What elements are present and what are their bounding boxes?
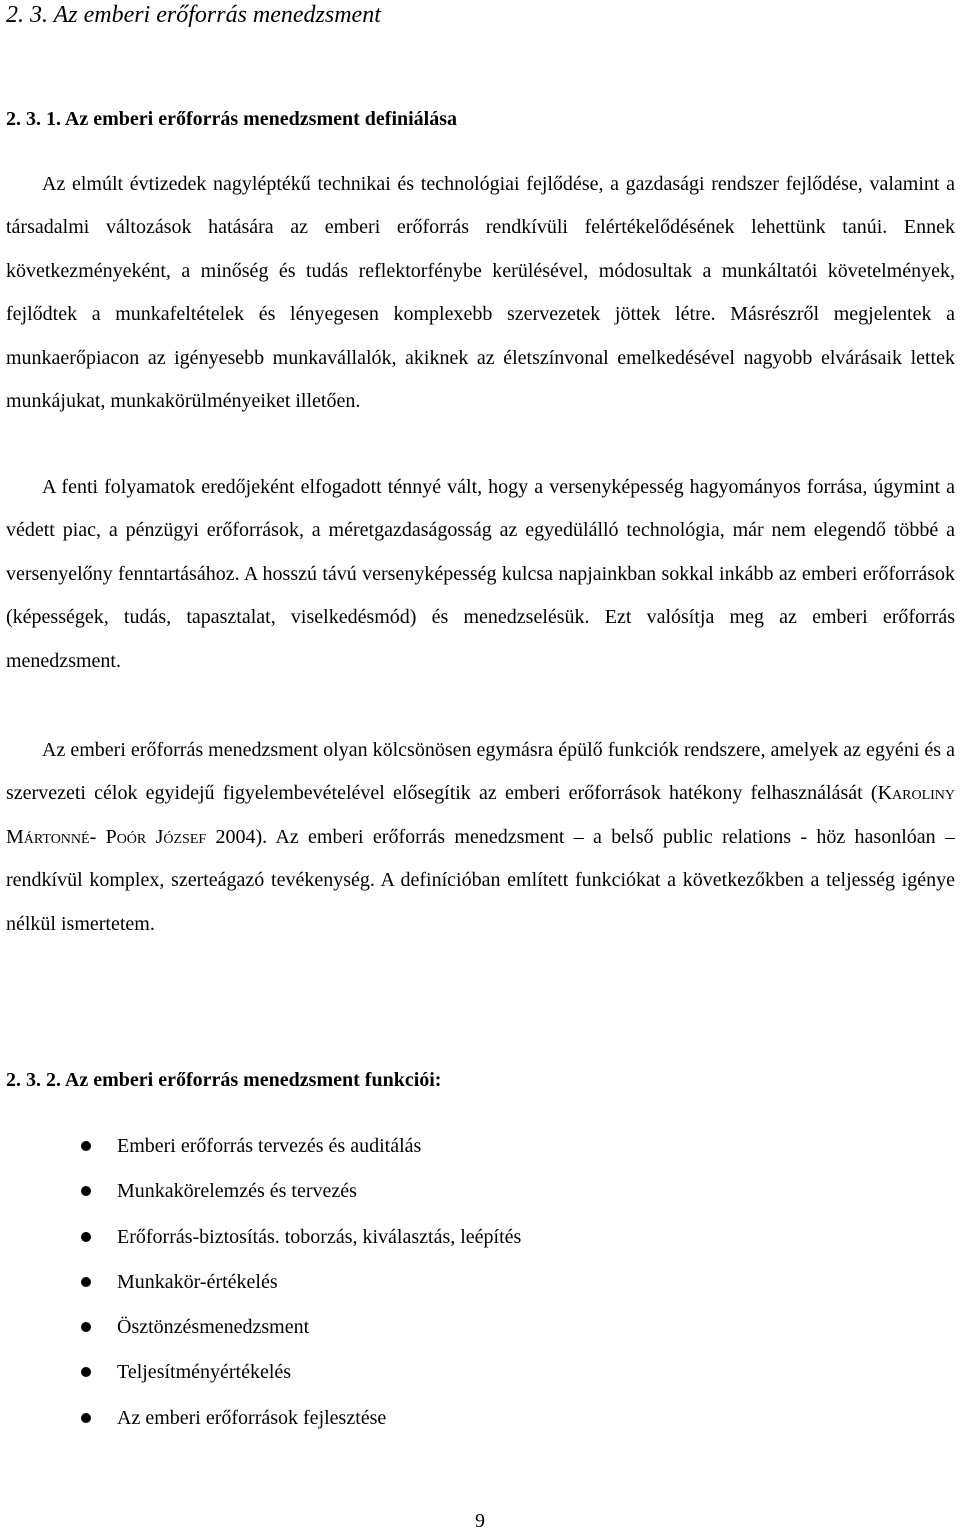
- functions-list: [0, 1124, 900, 1441]
- list-item: [0, 1260, 900, 1305]
- section-title: Az emberi erőforrás menedzsment: [53, 2, 381, 28]
- list-item-text: Emberi erőforrás tervezés és auditálás: [117, 1135, 422, 1157]
- section-heading: [6, 0, 381, 30]
- list-item: [0, 1124, 900, 1169]
- list-item-text: Munkakör-értékelés: [117, 1270, 278, 1293]
- citation-author-2: Poór József: [105, 825, 207, 848]
- paragraph-definition: [6, 729, 955, 946]
- citation-author-1: Karoliny Mártonné: [6, 782, 955, 848]
- paragraph-intro: [6, 163, 955, 423]
- bullet-icon: [81, 1186, 91, 1196]
- paragraph-intro-text: Az elmúlt évtizedek nagyléptékű technikai és technológiai fejlődése, a gazdasági rendszer fejlődése, valamint a társadalmi változások hatására az emberi erőforrás rendkívüli felértékelődésének lehettünk tanúi. Ennek következményeként, a minőség és tudás reflektorfénybe kerülésével, módosultak a munkáltatói követelmények, fejlődtek a munkafeltételek és lényegesen komplexebb szervezetek jöttek létre. Másrészről megjelentek a munkaerőpiacon az igényesebb munkavállalók, akiknek az életszínvonal emelkedésével nagyobb elvárásaik lettek munkájukat, munkakörülményeiket illetően.: [6, 173, 955, 413]
- subsection-heading-functions: [6, 1067, 441, 1093]
- list-item-text: Munkakörelemzés és tervezés: [117, 1180, 357, 1203]
- list-item-text: Az emberi erőforrások fejlesztése: [117, 1406, 387, 1429]
- bullet-icon: [81, 1277, 91, 1287]
- bullet-icon: [81, 1367, 91, 1377]
- subsection-number: 2. 3. 2.: [6, 1069, 61, 1091]
- bullet-icon: [81, 1232, 91, 1242]
- list-item: [0, 1215, 900, 1260]
- page-number: 9: [475, 1510, 485, 1532]
- list-item-text: Teljesítményértékelés: [117, 1361, 292, 1384]
- paragraph-competitiveness-text: A fenti folyamatok eredőjeként elfogadott ténnyé vált, hogy a versenyképesség hagyományos forrása, úgymint a védett piac, a pénzügyi erőforrások, a méretgazdaságosság az egyedülálló technológia, már nem elegendő többé a versenyelőny fenntartásához. A hosszú távú versenyképesség kulcsa napjainkban sokkal inkább az emberi erőforrások (képességek, tudás, tapasztalat, viselkedésmód) és menedzselésük. Ezt valósítja meg az emberi erőforrás menedzsment.: [6, 476, 955, 672]
- list-item: [0, 1350, 900, 1395]
- list-item: [0, 1169, 900, 1214]
- list-item-text: Ösztönzésmenedzsment: [117, 1316, 310, 1339]
- bullet-icon: [81, 1322, 91, 1332]
- section-number: 2. 3.: [6, 2, 48, 28]
- bullet-icon: [81, 1413, 91, 1423]
- subsection-number: 2. 3. 1.: [6, 108, 61, 130]
- list-item: [0, 1305, 900, 1350]
- paragraph-definition-text-before: Az emberi erőforrás menedzsment olyan kölcsönösen egymásra épülő funkciók rendszere, amelyek az egyéni és a szervezeti célok egyidejű figyelembevételével elősegítik az emberi erőforrások hatékony felhasználását (: [6, 739, 955, 805]
- paragraph-competitiveness: [6, 466, 955, 683]
- bullet-icon: [81, 1141, 91, 1151]
- subsection-title: Az emberi erőforrás menedzsment definiálása: [64, 108, 458, 130]
- subsection-title: Az emberi erőforrás menedzsment funkciói:: [64, 1069, 442, 1091]
- list-item-text: Erőforrás-biztosítás. toborzás, kiválasztás, leépítés: [117, 1225, 522, 1248]
- paragraph-definition-text-after: 2004). Az emberi erőforrás menedzsment – a belső public relations - höz hasonlóan – rendkívül komplex, szerteágazó tevékenység. A definícióban említett funkciókat a következőkben a teljesség igénye nélkül ismertetem.: [6, 825, 955, 935]
- subsection-heading-definition: [6, 106, 457, 132]
- citation-dash: -: [89, 825, 106, 848]
- list-item: [0, 1396, 900, 1441]
